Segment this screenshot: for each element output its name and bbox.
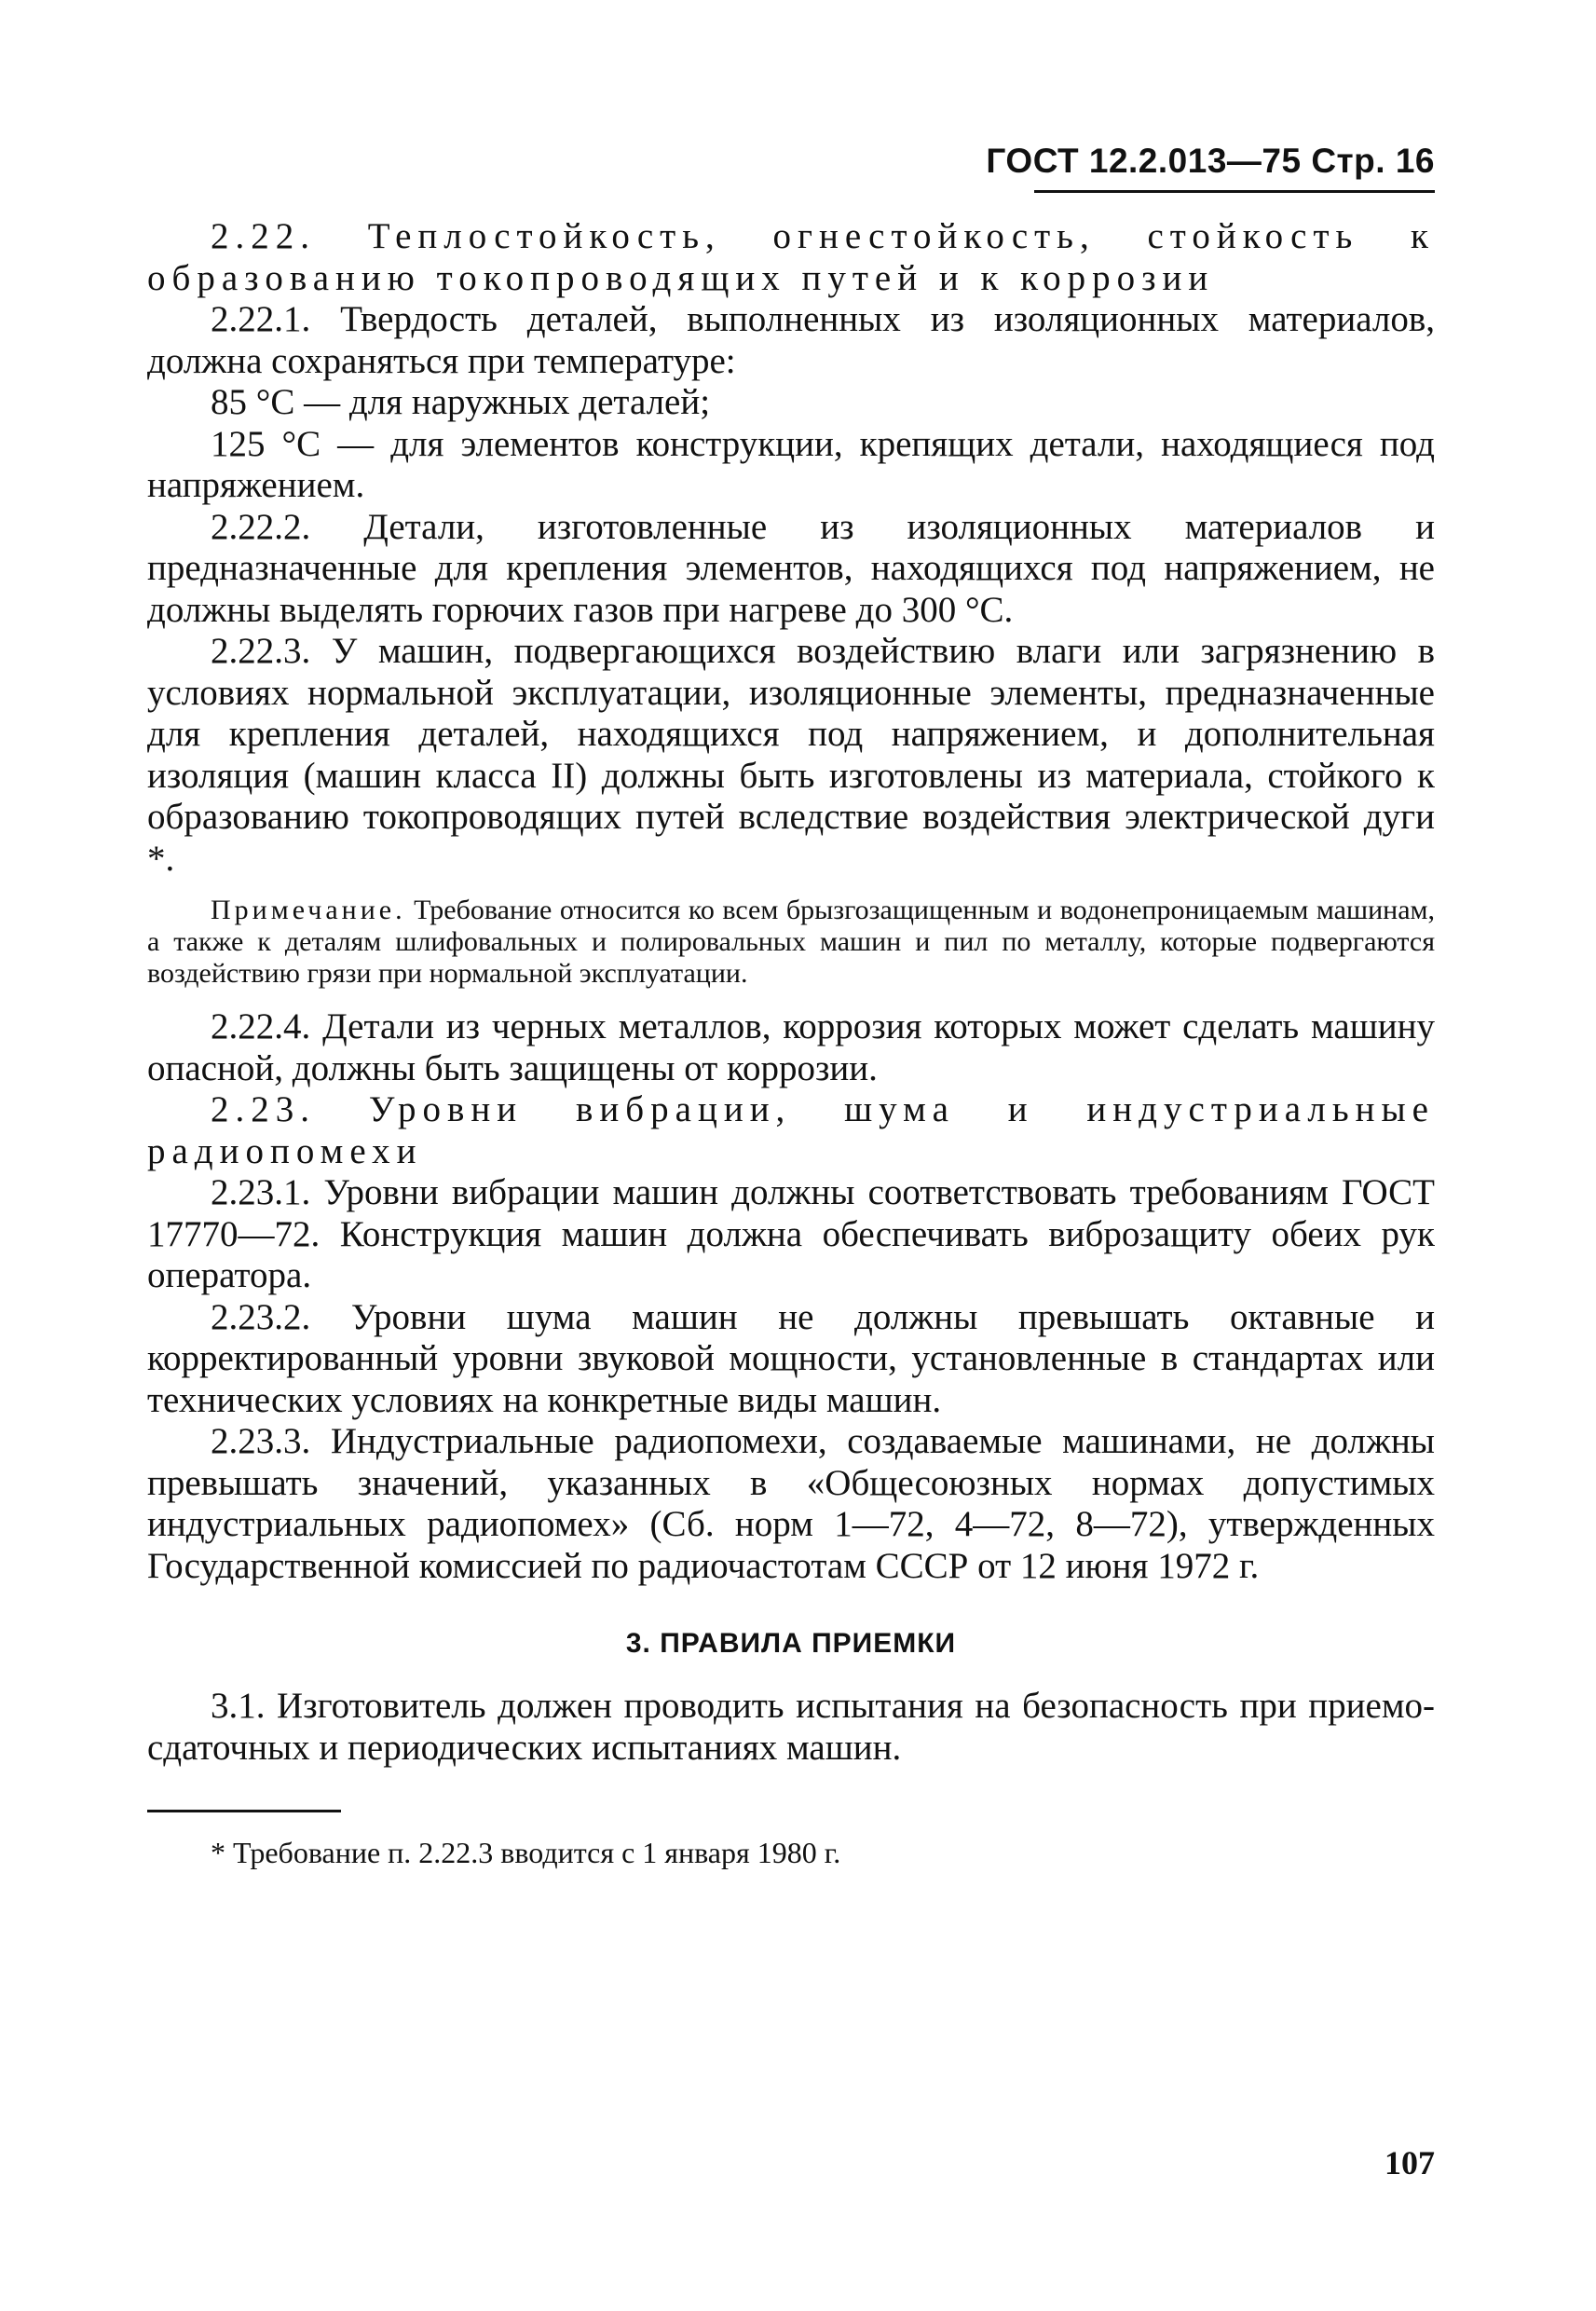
clause-2-22-1: 2.22.1. Твердость деталей, выполненных из изоляционных материалов, должна сохраняться при температуре: xyxy=(147,299,1435,381)
clause-2-23-1: 2.23.1. Уровни вибрации машин должны соответствовать требованиям ГОСТ 17770—72. Конструкция машин должна обеспечивать виброзащиту обеих рук оператора. xyxy=(147,1172,1435,1295)
clause-2-22-4: 2.22.4. Детали из черных металлов, коррозия которых может сделать машину опасной, должны быть защищены от коррозии. xyxy=(147,1006,1435,1088)
clause-3-1: 3.1. Изготовитель должен проводить испытания на безопасность при приемо-сдаточных и периодических испытаниях машин. xyxy=(147,1686,1435,1768)
header-rule xyxy=(1034,190,1435,193)
clause-2-22-2: 2.22.2. Детали, изготовленные из изоляционных материалов и предназначенные для крепления элементов, находящихся под напряжением, не должны выделять горючих газов при нагреве до 300 °С. xyxy=(147,506,1435,630)
footnote-rule xyxy=(147,1810,341,1812)
clause-85c: 85 °С — для наружных деталей; xyxy=(211,382,711,422)
heading-2-22: 2.22. Теплостойкость, огнестойкость, стойкость к образованию токопроводящих путей и к коррозии xyxy=(147,216,1435,298)
note-text: Требование относится ко всем брызгозащищенным и водонепроницаемым машинам, а также к деталям шлифовальных и полировальных машин и пил по металлу, которые подвергаются воздействию грязи при нормальной эксплуатации. xyxy=(147,895,1435,989)
clause-2-22-3: 2.22.3. У машин, подвергающихся воздействию влаги или загрязнению в условиях нормальной эксплуатации, изоляционные элементы, предназначенные для крепления деталей, находящихся под напряжением, и дополнительная изоляция (машин класса II) должны быть изготовлены из материала, стойкого к образованию токопроводящих путей вследствие воздействия электрической дуги *. xyxy=(147,631,1435,879)
clause-2-23-3: 2.23.3. Индустриальные радиопомехи, создаваемые машинами, не должны превышать значений, указанных в «Общесоюзных нормах допустимых индустриальных радиопомех» (Сб. норм 1—72, 4—72, 8—72), утвержденных Государственной комиссией по радиочастотам СССР от 12 июня 1972 г. xyxy=(147,1421,1435,1586)
page-number: 107 xyxy=(1385,2144,1435,2181)
note-label: Примечание. xyxy=(211,895,406,925)
section-3-title: 3. ПРАВИЛА ПРИЕМКИ xyxy=(625,1628,957,1659)
page-content xyxy=(147,216,1435,1870)
note xyxy=(147,895,1435,990)
footnote: * Требование п. 2.22.3 вводится с 1 января 1980 г. xyxy=(211,1836,841,1869)
clause-2-23-2: 2.23.2. Уровни шума машин не должны превышать октавные и корректированный уровни звуковой мощности, установленные в стандартах или технических условиях на конкретные виды машин. xyxy=(147,1296,1435,1420)
page-header: ГОСТ 12.2.013—75 Стр. 16 xyxy=(986,142,1435,180)
clause-125c: 125 °С — для элементов конструкции, крепящих детали, находящиеся под напряжением. xyxy=(147,423,1435,505)
heading-2-23: 2.23. Уровни вибрации, шума и индустриальные радиопомехи xyxy=(147,1089,1435,1171)
